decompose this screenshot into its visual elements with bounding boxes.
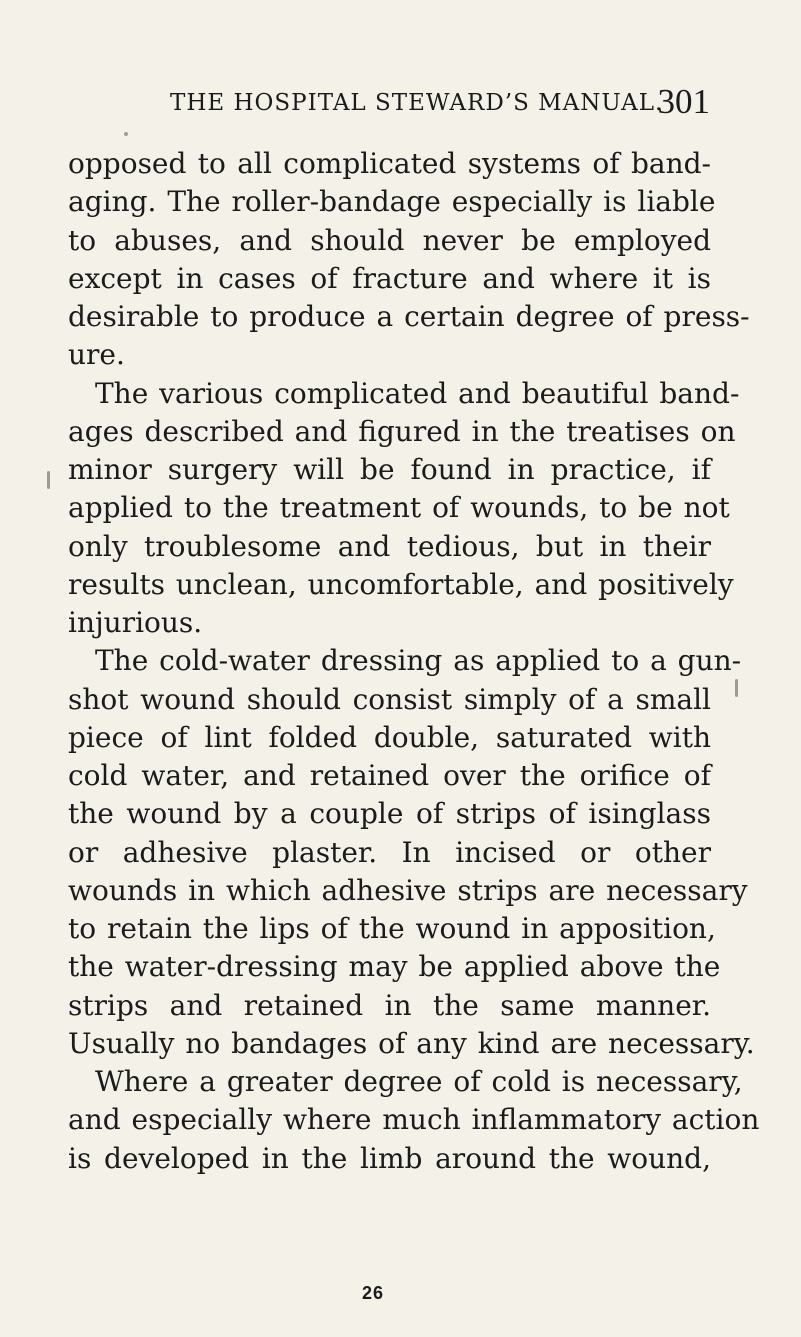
running-head bbox=[0, 78, 710, 128]
text-line: to abuses, and should never be employed bbox=[68, 223, 711, 257]
signature-mark: 26 bbox=[362, 1283, 385, 1303]
text-line: aging. The roller-bandage especially is liable bbox=[68, 185, 716, 219]
text-line: cold water, and retained over the orifice of bbox=[68, 759, 711, 792]
text-line: injurious. bbox=[68, 606, 203, 639]
text-line: wounds in which adhesive strips are necessary bbox=[68, 873, 748, 907]
text-line: only troublesome and tedious, but in their bbox=[68, 529, 711, 563]
speck-mark bbox=[47, 471, 50, 489]
text-line: strips and retained in the same manner. bbox=[68, 988, 711, 1022]
text-line: Usually no bandages of any kind are necessary. bbox=[68, 1026, 755, 1060]
text-line: opposed to all complicated systems of band- bbox=[68, 147, 711, 180]
text-line: applied to the treatment of wounds, to be not bbox=[68, 491, 730, 525]
speck-mark bbox=[124, 132, 128, 136]
page-number: 301 bbox=[657, 82, 710, 121]
speck-mark bbox=[735, 679, 738, 697]
text-line: ages described and figured in the treatises on bbox=[68, 414, 736, 448]
text-line: results unclean, uncomfortable, and positively bbox=[68, 567, 734, 601]
text-line: and especially where much inflammatory action bbox=[68, 1103, 760, 1137]
text-line: The cold-water dressing as applied to a gun- bbox=[95, 644, 742, 678]
text-line: desirable to produce a certain degree of press- bbox=[68, 300, 750, 333]
body-text bbox=[68, 145, 760, 1178]
text-line: is developed in the limb around the wound, bbox=[68, 1141, 711, 1175]
text-line: the wound by a couple of strips of isinglass bbox=[68, 797, 711, 831]
text-line: or adhesive plaster. In incised or other bbox=[68, 835, 711, 869]
text-line: The various complicated and beautiful band- bbox=[95, 376, 740, 410]
text-line: except in cases of fracture and where it is bbox=[68, 261, 711, 295]
text-line: ure. bbox=[68, 338, 125, 372]
text-line: minor surgery will be found in practice, if bbox=[68, 453, 711, 486]
text-line: piece of lint folded double, saturated with bbox=[68, 720, 711, 754]
text-line: the water-dressing may be applied above the bbox=[68, 950, 721, 984]
text-line: shot wound should consist simply of a small bbox=[68, 682, 711, 716]
text-line: Where a greater degree of cold is necessary, bbox=[95, 1065, 743, 1098]
running-title: THE HOSPITAL STEWARD’S MANUAL. bbox=[170, 90, 664, 116]
text-line: to retain the lips of the wound in apposition, bbox=[68, 912, 716, 945]
